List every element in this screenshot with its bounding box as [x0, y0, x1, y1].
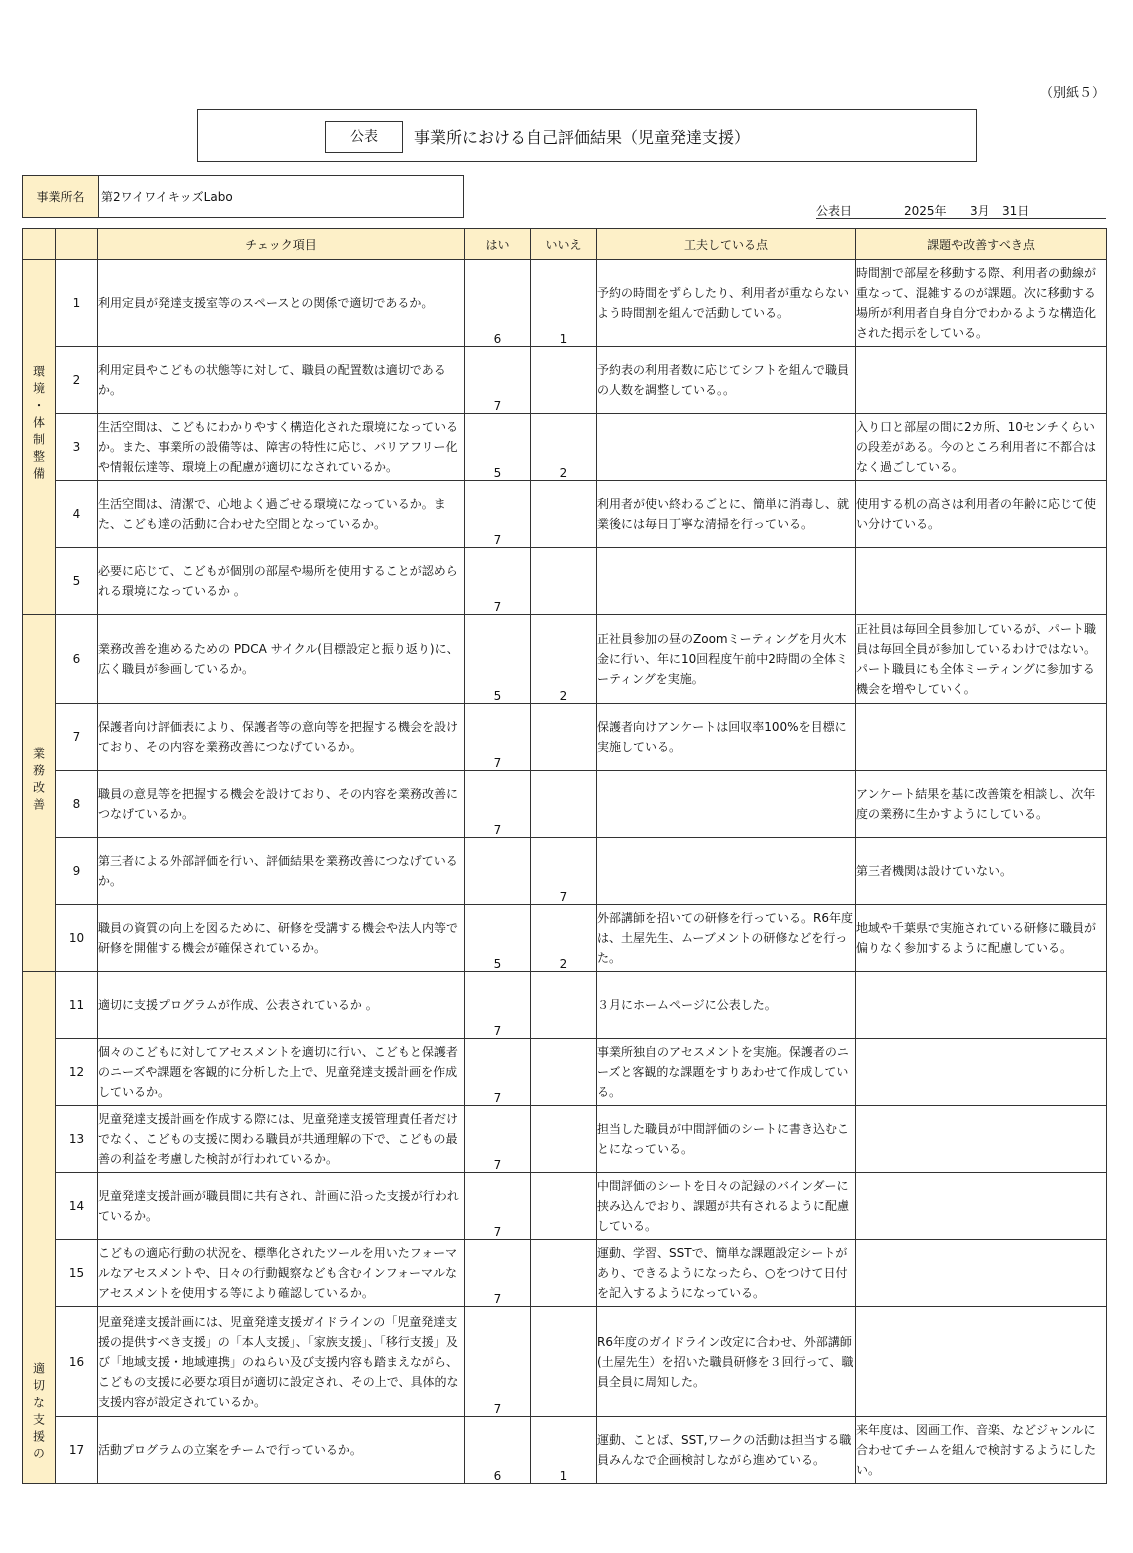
efforts-text: 正社員参加の昼のZoomミーティングを月火木金に行い、年に10回程度午前中2時間の全体ミーティングを実施。 [597, 615, 856, 704]
yes-count: 7 [465, 704, 531, 771]
issues-text [856, 704, 1107, 771]
table-row [23, 1106, 1107, 1173]
publish-date-year: 2025年 [904, 204, 947, 218]
row-number: 17 [56, 1417, 98, 1484]
efforts-text [597, 548, 856, 615]
header-no: いいえ [531, 229, 597, 260]
issues-text [856, 1106, 1107, 1173]
annex-label: （別紙５） [1040, 86, 1106, 101]
no-count: 7 [531, 838, 597, 905]
title-box [197, 109, 977, 162]
yes-count: 7 [465, 481, 531, 548]
check-item: 適切に支援プログラムが作成、公表されているか 。 [98, 972, 465, 1039]
header-issues: 課題や改善すべき点 [856, 229, 1107, 260]
publish-date-label: 公表日 [816, 204, 853, 218]
efforts-text: 中間評価のシートを日々の記録のバインダーに挟み込んでおり、課題が共有されるように配慮している。 [597, 1173, 856, 1240]
table-row [23, 838, 1107, 905]
issues-text: アンケート結果を基に改善策を相談し、次年度の業務に生かすようにしている。 [856, 771, 1107, 838]
issues-text: 来年度は、図画工作、音楽、などジャンルに合わせてチームを組んで検討するようにしたい。 [856, 1417, 1107, 1484]
table-row [23, 615, 1107, 704]
efforts-text [597, 838, 856, 905]
row-number: 6 [56, 615, 98, 704]
check-item: 利用定員が発達支援室等のスペースとの関係で適切であるか。 [98, 260, 465, 347]
check-item: 利用定員やこどもの状態等に対して、職員の配置数は適切であるか。 [98, 347, 465, 414]
no-count [531, 347, 597, 414]
no-count: 1 [531, 260, 597, 347]
no-count [531, 1307, 597, 1417]
header-number [56, 229, 98, 260]
no-count [531, 972, 597, 1039]
no-count [531, 1173, 597, 1240]
row-number: 1 [56, 260, 98, 347]
office-name: 第2ワイワイキッズLabo [101, 190, 233, 204]
yes-count: 7 [465, 771, 531, 838]
yes-count: 7 [465, 1039, 531, 1106]
row-number: 4 [56, 481, 98, 548]
no-count: 2 [531, 905, 597, 972]
row-number: 10 [56, 905, 98, 972]
check-item: 保護者向け評価表により、保護者等の意向等を把握する機会を設けており、その内容を業務改善につなげているか。 [98, 704, 465, 771]
check-item: 第三者による外部評価を行い、評価結果を業務改善につなげているか。 [98, 838, 465, 905]
yes-count: 5 [465, 615, 531, 704]
issues-text [856, 1240, 1107, 1307]
evaluation-table [22, 228, 1107, 1484]
issues-text [856, 1039, 1107, 1106]
category-business-improvement: 業務改善 [23, 615, 56, 972]
issues-text: 正社員は毎回全員参加しているが、パート職員は毎回全員が参加しているわけではない。パート職員にも全体ミーティングに参加する機会を増やしていく。 [856, 615, 1107, 704]
table-row [23, 972, 1107, 1039]
table-header-row [23, 229, 1107, 260]
header-check-item: チェック項目 [98, 229, 465, 260]
check-item: 職員の意見等を把握する機会を設けており、その内容を業務改善につなげているか。 [98, 771, 465, 838]
no-count [531, 704, 597, 771]
publish-date-month: 3月 [970, 204, 990, 218]
efforts-text [597, 414, 856, 481]
header-efforts: 工夫している点 [597, 229, 856, 260]
issues-text [856, 347, 1107, 414]
check-item: 生活空間は、こどもにわかりやすく構造化された環境になっているか。また、事業所の設備等は、障害の特性に応じ、バリアフリー化や情報伝達等、環境上の配慮が適切になされているか。 [98, 414, 465, 481]
table-row [23, 1173, 1107, 1240]
row-number: 14 [56, 1173, 98, 1240]
yes-count [465, 838, 531, 905]
yes-count: 5 [465, 414, 531, 481]
efforts-text: 保護者向けアンケートは回収率100%を目標に実施している。 [597, 704, 856, 771]
yes-count: 5 [465, 905, 531, 972]
no-count [531, 1240, 597, 1307]
category-environment: 環境・体制整備 [23, 260, 56, 615]
no-count [531, 1106, 597, 1173]
efforts-text: R6年度のガイドライン改定に合わせ、外部講師(土屋先生）を招いた職員研修を３回行って、職員全員に周知した。 [597, 1307, 856, 1417]
yes-count: 6 [465, 260, 531, 347]
efforts-text: 予約表の利用者数に応じてシフトを組んで職員の人数を調整している。。 [597, 347, 856, 414]
header-yes: はい [465, 229, 531, 260]
yes-count: 7 [465, 1173, 531, 1240]
check-item: 個々のこどもに対してアセスメントを適切に行い、こどもと保護者のニーズや課題を客観的に分析した上で、児童発達支援計画を作成しているか。 [98, 1039, 465, 1106]
check-item: 活動プログラムの立案をチームで行っているか。 [98, 1417, 465, 1484]
issues-text: 時間割で部屋を移動する際、利用者の動線が重なって、混雑するのが課題。次に移動する場所が利用者自身自分でわかるような構造化された掲示をしている。 [856, 260, 1107, 347]
no-count [531, 481, 597, 548]
row-number: 11 [56, 972, 98, 1039]
yes-count: 7 [465, 972, 531, 1039]
row-number: 15 [56, 1240, 98, 1307]
table-row [23, 260, 1107, 347]
check-item: 必要に応じて、こどもが個別の部屋や場所を使用することが認められる環境になっているか 。 [98, 548, 465, 615]
header-category [23, 229, 56, 260]
table-row [23, 548, 1107, 615]
no-count: 2 [531, 615, 597, 704]
table-row [23, 1240, 1107, 1307]
table-row [23, 1417, 1107, 1484]
check-item: 生活空間は、清潔で、心地よく過ごせる環境になっているか。また、こども達の活動に合わせた空間となっているか。 [98, 481, 465, 548]
publish-date-day: 31日 [1002, 204, 1030, 218]
efforts-text: ３月にホームページに公表した。 [597, 972, 856, 1039]
row-number: 7 [56, 704, 98, 771]
issues-text [856, 1307, 1107, 1417]
table-row [23, 1039, 1107, 1106]
check-item: 児童発達支援計画を作成する際には、児童発達支援管理責任者だけでなく、こどもの支援に関わる職員が共通理解の下で、こどもの最善の利益を考慮した検討が行われているか。 [98, 1106, 465, 1173]
row-number: 16 [56, 1307, 98, 1417]
row-number: 8 [56, 771, 98, 838]
no-count [531, 548, 597, 615]
office-box [22, 175, 464, 218]
table-row [23, 481, 1107, 548]
page-title: 事業所における自己評価結果（児童発達支援） [414, 128, 751, 147]
office-label: 事業所名 [23, 176, 99, 217]
table-row [23, 414, 1107, 481]
row-number: 12 [56, 1039, 98, 1106]
check-item: 職員の資質の向上を図るために、研修を受講する機会や法人内等で研修を開催する機会が確保されているか。 [98, 905, 465, 972]
yes-count: 7 [465, 1106, 531, 1173]
efforts-text: 利用者が使い終わるごとに、簡単に消毒し、就業後には毎日丁寧な清掃を行っている。 [597, 481, 856, 548]
yes-count: 7 [465, 347, 531, 414]
no-count: 1 [531, 1417, 597, 1484]
yes-count: 6 [465, 1417, 531, 1484]
table-row [23, 704, 1107, 771]
no-count: 2 [531, 414, 597, 481]
efforts-text: 事業所独自のアセスメントを実施。保護者のニーズと客観的な課題をすりあわせて作成している。 [597, 1039, 856, 1106]
check-item: 児童発達支援計画が職員間に共有され、計画に沿った支援が行われているか。 [98, 1173, 465, 1240]
row-number: 3 [56, 414, 98, 481]
efforts-text: 担当した職員が中間評価のシートに書き込むことになっている。 [597, 1106, 856, 1173]
issues-text [856, 972, 1107, 1039]
no-count [531, 1039, 597, 1106]
efforts-text: 運動、ことば、SST,ワークの活動は担当する職員みんなで企画検討しながら進めている。 [597, 1417, 856, 1484]
efforts-text: 外部講師を招いての研修を行っている。R6年度は、土屋先生、ムーブメントの研修などを行った。 [597, 905, 856, 972]
table-row [23, 771, 1107, 838]
issues-text: 第三者機関は設けていない。 [856, 838, 1107, 905]
issues-text [856, 548, 1107, 615]
efforts-text: 予約の時間をずらしたり、利用者が重ならないよう時間割を組んで活動している。 [597, 260, 856, 347]
issues-text: 地域や千葉県で実施されている研修に職員が偏りなく参加するように配慮している。 [856, 905, 1107, 972]
yes-count: 7 [465, 1240, 531, 1307]
table-row [23, 1307, 1107, 1417]
issues-text [856, 1173, 1107, 1240]
table-row [23, 905, 1107, 972]
check-item: 児童発達支援計画には、児童発達支援ガイドラインの「児童発達支援の提供すべき支援」の「本人支援」、「家族支援」、「移行支援」及び「地域支援・地域連携」のねらい及び支援内容も踏まえながら、こどもの支援に必要な項目が適切に設定され、その上で、具体的な支援内容が設定されているか。 [98, 1307, 465, 1417]
no-count [531, 771, 597, 838]
row-number: 9 [56, 838, 98, 905]
category-appropriate-support: 適切な支援の [23, 972, 56, 1484]
issues-text: 入り口と部屋の間に2カ所、10センチくらいの段差がある。今のところ利用者に不都合はなく過ごしている。 [856, 414, 1107, 481]
table-row [23, 347, 1107, 414]
check-item: こどもの適応行動の状況を、標準化されたツールを用いたフォーマルなアセスメントや、日々の行動観察なども含むインフォーマルなアセスメントを使用する等により確認しているか。 [98, 1240, 465, 1307]
yes-count: 7 [465, 548, 531, 615]
issues-text: 使用する机の高さは利用者の年齢に応じて使い分けている。 [856, 481, 1107, 548]
row-number: 2 [56, 347, 98, 414]
public-label: 公表 [325, 121, 403, 153]
efforts-text: 運動、学習、SSTで、簡単な課題設定シートがあり、できるようになったら、○をつけて日付を記入するようになっている。 [597, 1240, 856, 1307]
yes-count: 7 [465, 1307, 531, 1417]
row-number: 13 [56, 1106, 98, 1173]
efforts-text [597, 771, 856, 838]
check-item: 業務改善を進めるための PDCA サイクル(目標設定と振り返り)に、広く職員が参画しているか。 [98, 615, 465, 704]
publish-date [816, 200, 1106, 219]
row-number: 5 [56, 548, 98, 615]
